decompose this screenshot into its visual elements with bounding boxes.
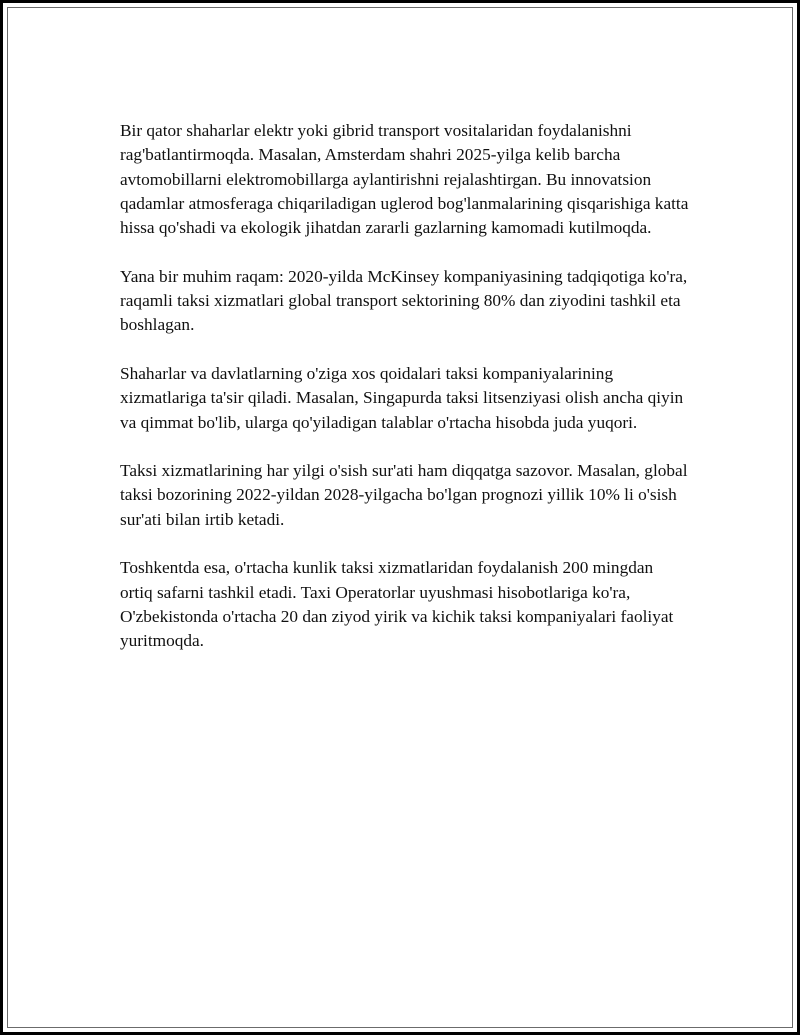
document-body	[120, 119, 690, 678]
paragraph-city-regulations: Shaharlar va davlatlarning o'ziga xos qoidalari taksi kompaniyalarining xizmatlariga ta'sir qiladi. Masalan, Singapurda taksi litsenziyasi olish ancha qiyin va qimmat bo'lib, ularga qo'yiladigan talablar o'rtacha hisobda juda yuqori.	[120, 363, 684, 432]
paragraph-market-growth: Taksi xizmatlarining har yilgi o'sish sur'ati ham diqqatga sazovor. Masalan, global taksi bozorining 2022-yildan 2028-yilgacha bo'lgan prognozi yillik 10% li o'sish sur'ati bilan irtib ketadi.	[120, 461, 688, 529]
paragraph-tashkent-usage: Toshkentda esa, o'rtacha kunlik taksi xizmatlaridan foydalanish 200 mingdan ortiq safarni tashkil etadi. Taxi Operatorlar uyushmasi hisobotlariga ko'ra, O'zbekistonda o'rtacha 20 dan ziyod yirik va kichik taksi kompaniyalari faoliyat yuritmoqda.	[120, 558, 674, 651]
paragraph-mckinsey-statistic: Yana bir muhim raqam: 2020-yilda McKinsey kompaniyasining tadqiqotiga ko'ra, raqamli taksi xizmatlari global transport sektorining 80% dan ziyodini tashkil eta boshlagan.	[120, 266, 688, 335]
paragraph-electric-transport: Bir qator shaharlar elektr yoki gibrid transport vositalaridan foydalanishni rag'batlantirmoqda. Masalan, Amsterdam shahri 2025-yilga kelib barcha avtomobillarni elektromobillarga aylantirishni rejalashtirgan. Bu innovatsion qadamlar atmosferaga chiqariladigan uglerod bog'lanmalarining qisqarishiga katta hissa qo'shadi va ekologik jihatdan zararli gazlarning kamomadi kutilmoqda.	[120, 121, 689, 238]
